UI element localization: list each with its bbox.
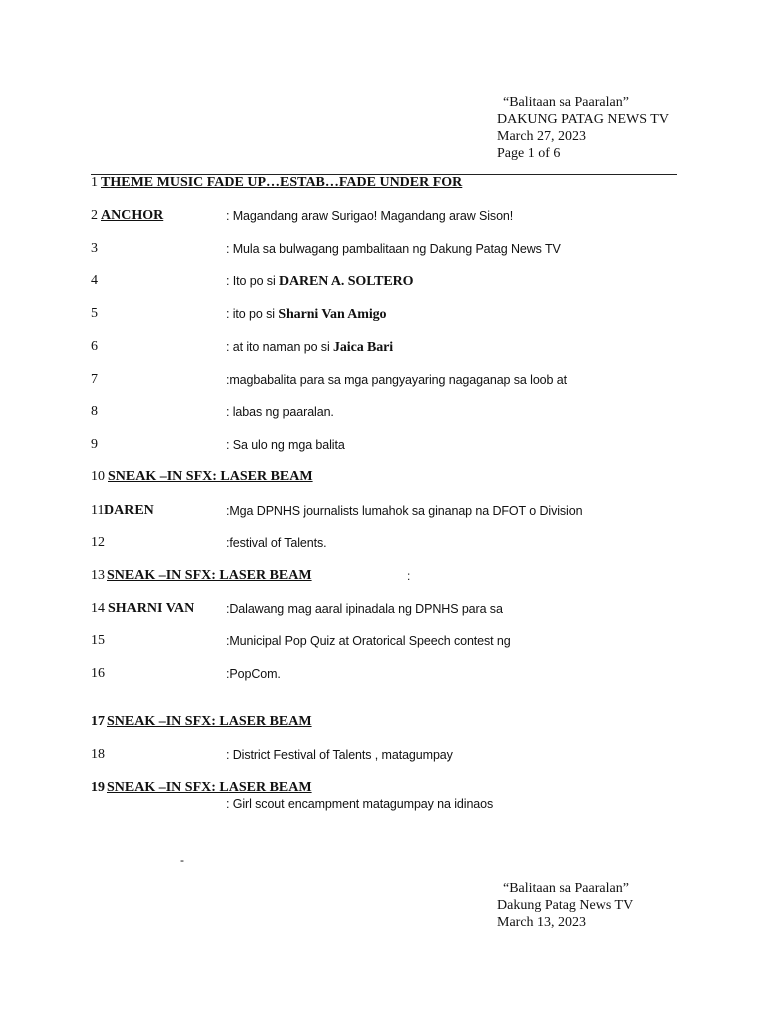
stray-colon: : (407, 569, 411, 583)
script-header (497, 94, 669, 162)
script-line-15 (91, 633, 711, 651)
line-number: 10 (91, 469, 105, 484)
line-number: 19 (91, 780, 105, 795)
cue-label: SNEAK –IN SFX: LASER BEAM (107, 568, 312, 583)
line-text: : Mula sa bulwagang pambalitaan ng Dakung Patag News TV (226, 242, 561, 256)
anchor-name: Jaica Bari (333, 340, 394, 355)
script-line-5 (91, 306, 711, 324)
line-text: :Dalawang mag aaral ipinadala ng DPNHS para sa (226, 602, 503, 616)
line-number: 2 (91, 208, 98, 223)
line-text: :magbabalita para sa mga pangyayaring nagaganap sa loob at (226, 373, 567, 387)
line-text: : Girl scout encampment matagumpay na idinaos (226, 797, 494, 811)
cue-label: SNEAK –IN SFX: LASER BEAM (107, 780, 312, 795)
line-number: 17 (91, 714, 105, 729)
script-line-18 (91, 747, 711, 765)
script-line-17 (91, 714, 711, 732)
line-text: : Sa ulo ng mga balita (226, 438, 345, 452)
script-line-13 (91, 568, 711, 586)
next-page-header (497, 880, 633, 931)
line-number: 1 (91, 175, 98, 190)
script-line-1 (91, 175, 711, 193)
line-number: 15 (91, 633, 105, 648)
speaker-label: ANCHOR (101, 208, 164, 223)
line-number: 3 (91, 241, 98, 256)
line-number: 11 (91, 503, 105, 518)
line-number: 14 (91, 601, 105, 616)
line-text: :Municipal Pop Quiz at Oratorical Speech contest ng (226, 634, 511, 648)
station-name: Dakung Patag News TV (497, 898, 634, 913)
line-number: 4 (91, 273, 98, 288)
line-text: : at ito naman po si Jaica Bari (226, 340, 394, 355)
cue-label: SNEAK –IN SFX: LASER BEAM (108, 469, 313, 484)
script-line-11 (91, 503, 711, 521)
line-number: 7 (91, 372, 98, 387)
script-line-2 (91, 208, 711, 226)
line-number: 8 (91, 404, 98, 419)
script-date: March 27, 2023 (497, 129, 587, 144)
line-text: : ito po si Sharni Van Amigo (226, 307, 387, 322)
line-text: :PopCom. (226, 667, 281, 681)
script-line-12 (91, 535, 711, 553)
anchor-name: Sharni Van Amigo (278, 307, 387, 322)
script-line-6 (91, 339, 711, 357)
script-line-16 (91, 666, 711, 684)
speaker-label: SHARNI VAN (108, 601, 195, 616)
program-title: “Balitaan sa Paaralan” (503, 881, 629, 896)
script-line-4 (91, 273, 711, 291)
page-number: Page 1 of 6 (497, 146, 561, 161)
script-line-9 (91, 437, 711, 455)
line-text: : labas ng paaralan. (226, 405, 334, 419)
line-number: 13 (91, 568, 105, 583)
script-date: March 13, 2023 (497, 915, 587, 930)
script-line-8 (91, 404, 711, 422)
line-number: 6 (91, 339, 98, 354)
line-number: 18 (91, 747, 105, 762)
line-text: : Ito po si DAREN A. SOLTERO (226, 274, 414, 289)
station-name: DAKUNG PATAG NEWS TV (497, 112, 669, 127)
line-text: :Mga DPNHS journalists lumahok sa ginanap na DFOT o Division (226, 504, 583, 518)
stray-dash: - (180, 853, 184, 867)
script-line-20 (91, 796, 711, 814)
line-number: 12 (91, 535, 105, 550)
cue-label: THEME MUSIC FADE UP…ESTAB…FADE UNDER FOR (101, 175, 463, 190)
program-title: “Balitaan sa Paaralan” (503, 95, 629, 110)
line-number: 16 (91, 666, 105, 681)
line-number: 9 (91, 437, 98, 452)
cue-label: SNEAK –IN SFX: LASER BEAM (107, 714, 312, 729)
line-text: : Magandang araw Surigao! Magandang araw Sison! (226, 209, 514, 223)
line-text: :festival of Talents. (226, 536, 327, 550)
speaker-label: DAREN (104, 503, 154, 518)
line-text: : District Festival of Talents , matagumpay (226, 748, 453, 762)
script-line-14 (91, 601, 711, 619)
script-line-7 (91, 372, 711, 390)
line-number: 5 (91, 306, 98, 321)
anchor-name: DAREN A. SOLTERO (279, 274, 414, 289)
script-line-3 (91, 241, 711, 259)
script-line-10 (91, 469, 711, 487)
